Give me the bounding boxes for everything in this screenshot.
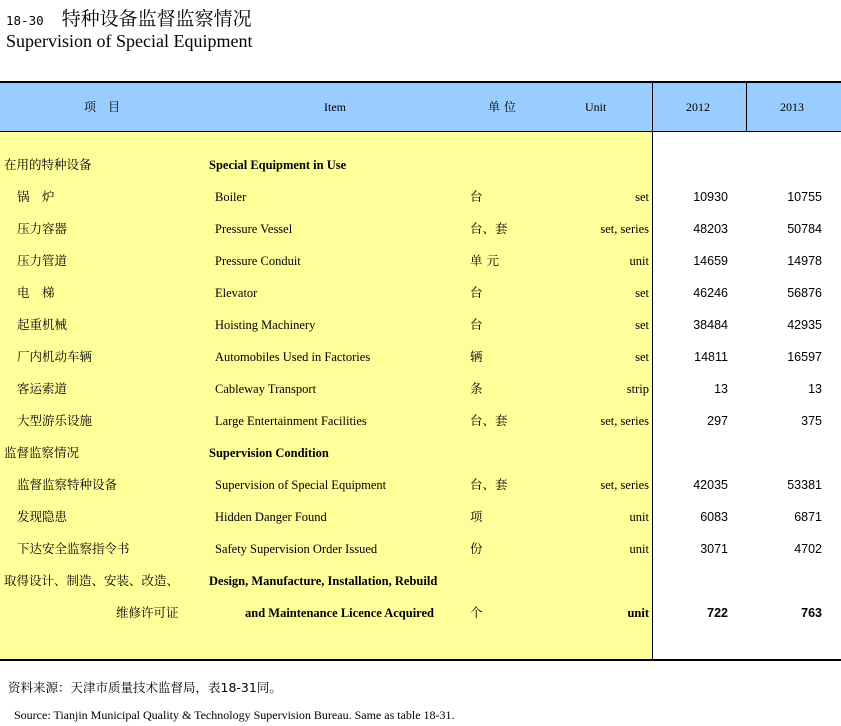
row-unit-cn: 台、套 bbox=[470, 477, 508, 492]
table-header bbox=[0, 83, 841, 132]
row-label-cn: 监督监察情况 bbox=[4, 445, 80, 460]
row-unit-en: unit bbox=[627, 606, 649, 620]
row-unit-en: unit bbox=[629, 542, 649, 556]
table-row bbox=[0, 309, 841, 341]
row-label-en: Boiler bbox=[215, 190, 247, 204]
header-year-2013: 2013 bbox=[780, 100, 804, 114]
row-label-cn: 厂内机动车辆 bbox=[17, 349, 93, 364]
row-label-en: Special Equipment in Use bbox=[209, 158, 347, 172]
table-row bbox=[0, 277, 841, 309]
row-unit-en: set bbox=[635, 350, 649, 364]
row-label-en: Elevator bbox=[215, 286, 258, 300]
row-unit-en: set bbox=[635, 318, 649, 332]
row-label-cn: 锅 炉 bbox=[17, 189, 55, 204]
row-unit-cn: 辆 bbox=[470, 349, 483, 364]
row-unit-cn: 份 bbox=[470, 541, 483, 556]
row-value-2013: 763 bbox=[801, 606, 822, 620]
row-value-2012: 38484 bbox=[693, 318, 728, 332]
row-label-en: Pressure Conduit bbox=[215, 254, 301, 268]
row-label-cn: 发现隐患 bbox=[17, 509, 68, 524]
row-unit-en: set bbox=[635, 286, 649, 300]
row-unit-en: strip bbox=[626, 382, 649, 396]
source-note-en: Source: Tianjin Municipal Quality & Technology Supervision Bureau. Same as table 18-31. bbox=[14, 708, 455, 722]
row-unit-cn: 台 bbox=[470, 189, 483, 204]
header-unit-cn: 单 位 bbox=[488, 100, 516, 114]
row-value-2012: 14659 bbox=[693, 254, 728, 268]
row-unit-en: set bbox=[635, 190, 649, 204]
header-divider-2 bbox=[746, 83, 747, 131]
row-value-2012: 13 bbox=[714, 382, 728, 396]
table-title-cn bbox=[6, 4, 252, 31]
header-divider-1 bbox=[652, 83, 653, 131]
row-unit-cn: 台、套 bbox=[470, 221, 508, 236]
row-unit-en: set, series bbox=[600, 414, 649, 428]
row-unit-en: set, series bbox=[600, 222, 649, 236]
header-year-2012: 2012 bbox=[686, 100, 710, 114]
row-value-2013: 4702 bbox=[794, 542, 822, 556]
table-number: 18-30 bbox=[6, 13, 44, 28]
table-row bbox=[0, 149, 841, 181]
title-text-cn: 特种设备监督监察情况 bbox=[61, 8, 252, 30]
row-value-2013: 10755 bbox=[787, 190, 822, 204]
row-label-en: Automobiles Used in Factories bbox=[215, 350, 371, 364]
row-label-en: Cableway Transport bbox=[215, 382, 317, 396]
header-item-en: Item bbox=[324, 100, 346, 114]
row-value-2013: 13 bbox=[808, 382, 822, 396]
row-unit-cn: 条 bbox=[470, 381, 483, 396]
table-row bbox=[0, 373, 841, 405]
row-value-2013: 14978 bbox=[787, 254, 822, 268]
row-value-2012: 297 bbox=[707, 414, 728, 428]
table-row bbox=[0, 341, 841, 373]
row-label-cn: 大型游乐设施 bbox=[17, 413, 93, 428]
row-value-2012: 722 bbox=[707, 606, 728, 620]
row-label-en: Hoisting Machinery bbox=[215, 318, 316, 332]
row-value-2013: 42935 bbox=[787, 318, 822, 332]
row-label-cn: 取得设计、制造、安装、改造、 bbox=[4, 573, 180, 588]
row-label-en: Design, Manufacture, Installation, Rebuild bbox=[209, 574, 438, 588]
row-value-2013: 56876 bbox=[787, 286, 822, 300]
header-unit-en: Unit bbox=[585, 100, 607, 114]
table-bottom-rule bbox=[0, 659, 841, 661]
row-unit-en: unit bbox=[629, 254, 649, 268]
table-row bbox=[0, 469, 841, 501]
row-label-en: Supervision Condition bbox=[209, 446, 329, 460]
row-label-en: and Maintenance Licence Acquired bbox=[245, 606, 435, 620]
row-value-2012: 42035 bbox=[693, 478, 728, 492]
row-value-2012: 3071 bbox=[700, 542, 728, 556]
row-unit-en: set, series bbox=[600, 478, 649, 492]
table-title-en: Supervision of Special Equipment bbox=[6, 31, 253, 51]
row-unit-cn: 单 元 bbox=[470, 253, 499, 268]
row-label-en: Large Entertainment Facilities bbox=[215, 414, 367, 428]
header-item-cn: 项 目 bbox=[84, 100, 121, 114]
table-row bbox=[0, 245, 841, 277]
table-row bbox=[0, 405, 841, 437]
row-label-cn: 起重机械 bbox=[17, 317, 68, 332]
row-label-cn: 在用的特种设备 bbox=[4, 157, 92, 172]
row-label-cn: 维修许可证 bbox=[116, 605, 179, 620]
row-label-cn: 压力容器 bbox=[17, 221, 68, 236]
source-note-cn: 资料来源：天津市质量技术监督局，表18-31同。 bbox=[8, 680, 282, 695]
row-unit-cn: 台 bbox=[470, 317, 483, 332]
table-row bbox=[0, 437, 841, 469]
table-row bbox=[0, 597, 841, 629]
row-value-2012: 48203 bbox=[693, 222, 728, 236]
row-label-cn: 压力管道 bbox=[17, 253, 68, 268]
row-value-2013: 50784 bbox=[787, 222, 822, 236]
table-row bbox=[0, 565, 841, 597]
row-label-en: Pressure Vessel bbox=[215, 222, 293, 236]
row-unit-en: unit bbox=[629, 510, 649, 524]
row-unit-cn: 个 bbox=[470, 605, 483, 620]
row-value-2012: 6083 bbox=[700, 510, 728, 524]
row-label-en: Safety Supervision Order Issued bbox=[215, 542, 378, 556]
statistics-table bbox=[0, 81, 841, 661]
row-label-en: Hidden Danger Found bbox=[215, 510, 327, 524]
row-value-2013: 16597 bbox=[787, 350, 822, 364]
row-value-2012: 10930 bbox=[693, 190, 728, 204]
table-row bbox=[0, 533, 841, 565]
row-label-cn: 监督监察特种设备 bbox=[17, 477, 118, 492]
table-row bbox=[0, 181, 841, 213]
row-unit-cn: 项 bbox=[470, 509, 483, 524]
row-value-2013: 53381 bbox=[787, 478, 822, 492]
row-value-2013: 375 bbox=[801, 414, 822, 428]
row-label-cn: 客运索道 bbox=[17, 381, 68, 396]
row-label-cn: 电 梯 bbox=[17, 285, 55, 300]
table-row bbox=[0, 213, 841, 245]
row-label-cn: 下达安全监察指令书 bbox=[17, 541, 130, 556]
row-unit-cn: 台、套 bbox=[470, 413, 508, 428]
table-row bbox=[0, 501, 841, 533]
row-unit-cn: 台 bbox=[470, 285, 483, 300]
row-label-en: Supervision of Special Equipment bbox=[215, 478, 387, 492]
row-value-2012: 46246 bbox=[693, 286, 728, 300]
row-value-2013: 6871 bbox=[794, 510, 822, 524]
row-value-2012: 14811 bbox=[694, 350, 728, 364]
